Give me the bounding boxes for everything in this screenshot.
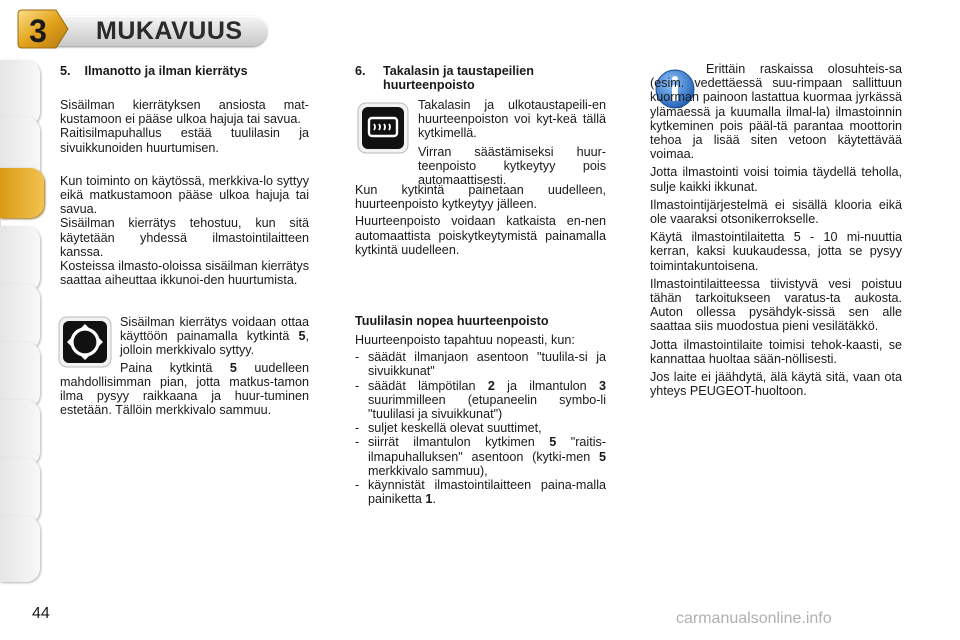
col3-paragraph-6: Jotta ilmastointilaite toimisi tehok-kaasti, se kannattaa huoltaa sään-nöllisesti. [650, 337, 902, 366]
col2-body [355, 183, 606, 257]
column-1 [60, 98, 309, 287]
watermark: carmanualsonline.info [676, 610, 832, 627]
quick-defrost-list [355, 350, 606, 506]
side-tab-5[interactable] [0, 284, 40, 350]
chapter-badge [16, 6, 72, 52]
section-5-heading: 5. Ilmanotto ja ilman kierrätys [60, 64, 248, 78]
list-item: - säädät ilmanjaon asentoon "tuulila-si ja sivuikkunat" [355, 350, 606, 379]
list-item: - säädät lämpötilan 2 ja ilmantulon 3 suurimmilleen (etupaneelin symbo-li "tuulilasi ja sivuikkunat") [355, 378, 607, 422]
col1-paragraph-2: Raitisilmapuhallus estää tuulilasin ja sivuikkunoiden huurtumisen. [60, 126, 309, 155]
list-item: - siirrät ilmantulon kytkimen 5 "raitis-ilmapuhalluksen" asentoon (kytki-men 5 merkkivalo sammuu), [355, 435, 606, 478]
col2-paragraph-5: Huurteenpoisto tapahtuu nopeasti, kun: [355, 333, 575, 347]
side-tab-9[interactable] [0, 516, 40, 582]
col2-paragraph-4: Huurteenpoisto voidaan katkaista en-nen automaattista poiskytkeytymistä painamalla kytkintä uudelleen. [355, 214, 606, 257]
col3-paragraph-3: Ilmastointijärjestelmä ei sisällä klooria eikä ole vaaraksi otsonikerrokselle. [650, 197, 902, 227]
side-tab-4[interactable] [0, 226, 40, 292]
chapter-title: MUKAVUUS [96, 17, 243, 45]
side-tab-6[interactable] [0, 342, 40, 408]
col1-paragraph-7: Paina kytkintä 5 uudelleen mahdollisimman pian, jotta matkus-tamon ilma pysyy raikkaana ja huur-tuminen estetään. Tällöin merkkivalo sammuu. [60, 360, 309, 418]
quick-defrost-heading: Tuulilasin nopea huurteenpoisto [355, 314, 549, 328]
side-tab-3-active[interactable] [0, 168, 44, 218]
col1-paragraph-1: Sisäilman kierrätyksen ansiosta mat-kustamoon ei pääse ulkoa hajuja tai savua. [60, 98, 309, 127]
col2-quick-defrost [355, 314, 606, 506]
col2-paragraph-2: Virran säästämiseksi huur-teenpoisto kytkeytyy pois automaattisesti. [418, 144, 606, 188]
rear-defrost-icon [357, 102, 409, 154]
col3-paragraph-2: Jotta ilmastointi voisi toimia täydellä teholla, sulje kaikki ikkunat. [650, 165, 902, 194]
col2-paragraph-1: Takalasin ja ulkotaustapeili-en huurteenpoiston voi kyt-keä tällä kytkimellä. [418, 98, 606, 141]
list-item: - suljet keskellä olevat suuttimet, [355, 421, 542, 436]
col2-paragraph-3: Kun kytkintä painetaan uudelleen, huurteenpoisto kytkeytyy jälleen. [355, 183, 606, 212]
col3-paragraph-5: Ilmastointilaitteessa tiivistyvä vesi poistuu tähän tarkoitukseen varatus-ta aukosta. Auton ollessa pysähdyk-sissä sen alle saattaa siis muodostua pieni vesilätäkkö. [650, 276, 902, 334]
col1-paragraph-4: Sisäilman kierrätys tehostuu, kun sitä käytetään yhdessä ilmastointilaitteen kanssa. [60, 216, 309, 259]
side-tab-7[interactable] [0, 400, 40, 466]
column-3 [650, 62, 902, 398]
col1-paragraph-6: Sisäilman kierrätys voidaan ottaa käyttöön painamalla kytkintä 5, jolloin merkkivalo syttyy. [120, 315, 309, 358]
col3-paragraph-7: Jos laite ei jäähdytä, älä käytä sitä, vaan ota yhteys PEUGEOT-huoltoon. [650, 370, 902, 399]
side-tab-8[interactable] [0, 458, 40, 524]
page-number: 44 [32, 605, 50, 622]
col3-paragraph-1: Erittäin raskaissa olosuhteis-sa (esim. vedettäessä suu-rimpaan sallittuun kuorman painoon lastattua kuormaa jyrkässä ylämäessä ja kuumalla ilmal-la) ilmastoinnin kytkeminen pois pääl-tä parantaa moottorin tehoa ja lisää siten vetoon käytettävää voimaa. [650, 62, 902, 162]
col2-defrost-text [418, 98, 606, 187]
list-item: - käynnistät ilmastointilaitteen paina-malla painiketta 1. [355, 478, 606, 507]
col3-paragraph-4: Käytä ilmastointilaitetta 5 - 10 mi-nuuttia kerran, kaksi kuukaudessa, jotta se pysyy toimintakuntoisena. [650, 230, 902, 273]
section-6-heading: 6. Takalasin ja taustapeilien huurteenpoisto [355, 64, 534, 92]
col1-paragraph-5: Kosteissa ilmasto-oloissa sisäilman kierrätys saattaa aiheuttaa ikkunoi-den huurtumista. [60, 259, 309, 288]
chapter-number: 3 [29, 13, 47, 49]
col1-paragraph-3: Kun toiminto on käytössä, merkkiva-lo syttyy eikä matkustamoon pääse ulkoa hajuja tai savua. [60, 173, 309, 217]
col1-recirc-block [60, 315, 309, 417]
